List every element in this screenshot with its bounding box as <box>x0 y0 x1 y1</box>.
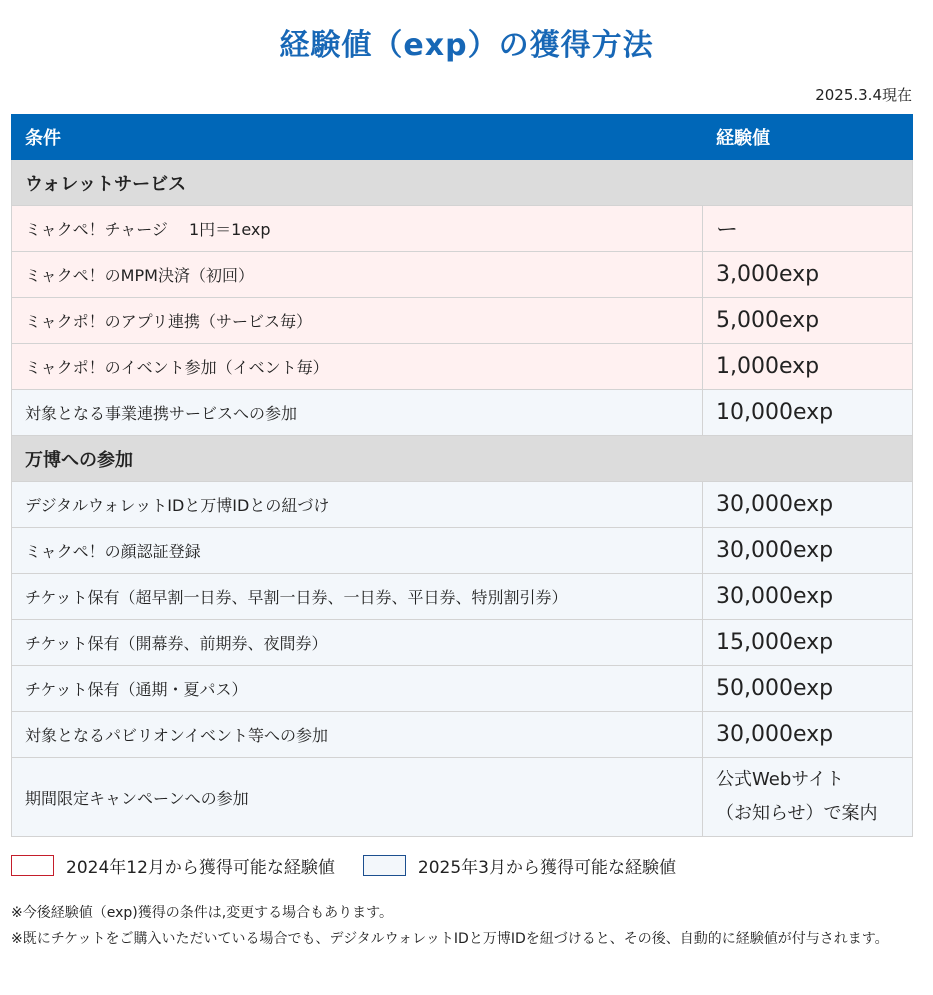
condition-cell: 対象となる事業連携サービスへの参加 <box>12 390 703 436</box>
exp-cell: 30,000exp <box>703 712 913 758</box>
exp-cell: 1,000exp <box>703 344 913 390</box>
exp-cell-announcement <box>703 758 913 837</box>
section-row-wallet <box>12 160 913 206</box>
exp-cell: 30,000exp <box>703 574 913 620</box>
legend-swatch-blue <box>363 855 406 876</box>
condition-cell: 対象となるパビリオンイベント等への参加 <box>12 712 703 758</box>
condition-cell: チケット保有（開幕券、前期券、夜間券） <box>12 620 703 666</box>
condition-cell: ミャクポ！のアプリ連携（サービス毎） <box>12 298 703 344</box>
exp-table <box>11 114 913 837</box>
exp-cell: 5,000exp <box>703 298 913 344</box>
table-row <box>12 252 913 298</box>
table-row <box>12 620 913 666</box>
exp-cell: 50,000exp <box>703 666 913 712</box>
note-line: ※今後経験値（exp)獲得の条件は,変更する場合もあります。 <box>11 905 394 921</box>
exp-cell: ー <box>703 206 913 252</box>
condition-cell: デジタルウォレットIDと万博IDとの紐づけ <box>12 482 703 528</box>
exp-cell: 10,000exp <box>703 390 913 436</box>
condition-cell: ミャクペ！のMPM決済（初回） <box>12 252 703 298</box>
table-row <box>12 528 913 574</box>
condition-cell: ミャクペ！の顔認証登録 <box>12 528 703 574</box>
table-row <box>12 712 913 758</box>
note-line: ※既にチケットをご購入いただいている場合でも、デジタルウォレットIDと万博IDを紐づけると、その後、自動的に経験値が付与されます。 <box>11 931 889 947</box>
section-row-expo <box>12 436 913 482</box>
exp-line: 公式Webサイト <box>716 769 844 790</box>
table-row <box>12 758 913 837</box>
header-condition: 条件 <box>12 115 703 160</box>
condition-cell: ミャクポ！のイベント参加（イベント毎） <box>12 344 703 390</box>
as-of-date: 2025.3.4現在 <box>815 86 912 104</box>
exp-line: （お知らせ）で案内 <box>716 803 878 824</box>
table-row <box>12 574 913 620</box>
table-row <box>12 344 913 390</box>
table-row <box>12 206 913 252</box>
condition-cell: チケット保有（通期・夏パス） <box>12 666 703 712</box>
exp-cell: 3,000exp <box>703 252 913 298</box>
table-row <box>12 390 913 436</box>
table-row <box>12 482 913 528</box>
condition-cell: ミャクペ！チャージ 1円＝1exp <box>12 206 703 252</box>
exp-cell: 30,000exp <box>703 528 913 574</box>
legend-label-blue: 2025年3月から獲得可能な経験値 <box>417 858 676 878</box>
notes <box>11 900 916 952</box>
section-title: 万博への参加 <box>12 436 913 482</box>
table-header-row <box>12 115 913 160</box>
page-title: 経験値（exp）の獲得方法 <box>279 28 654 63</box>
exp-cell: 30,000exp <box>703 482 913 528</box>
exp-cell: 15,000exp <box>703 620 913 666</box>
table-row <box>12 666 913 712</box>
section-title: ウォレットサービス <box>12 160 913 206</box>
legend-label-pink: 2024年12月から獲得可能な経験値 <box>66 858 335 878</box>
legend-swatch-pink <box>11 855 54 876</box>
condition-cell: 期間限定キャンペーンへの参加 <box>12 758 703 837</box>
condition-cell: チケット保有（超早割一日券、早割一日券、一日券、平日券、特別割引券） <box>12 574 703 620</box>
header-exp: 経験値 <box>703 115 913 160</box>
table-row <box>12 298 913 344</box>
legend <box>11 853 676 878</box>
